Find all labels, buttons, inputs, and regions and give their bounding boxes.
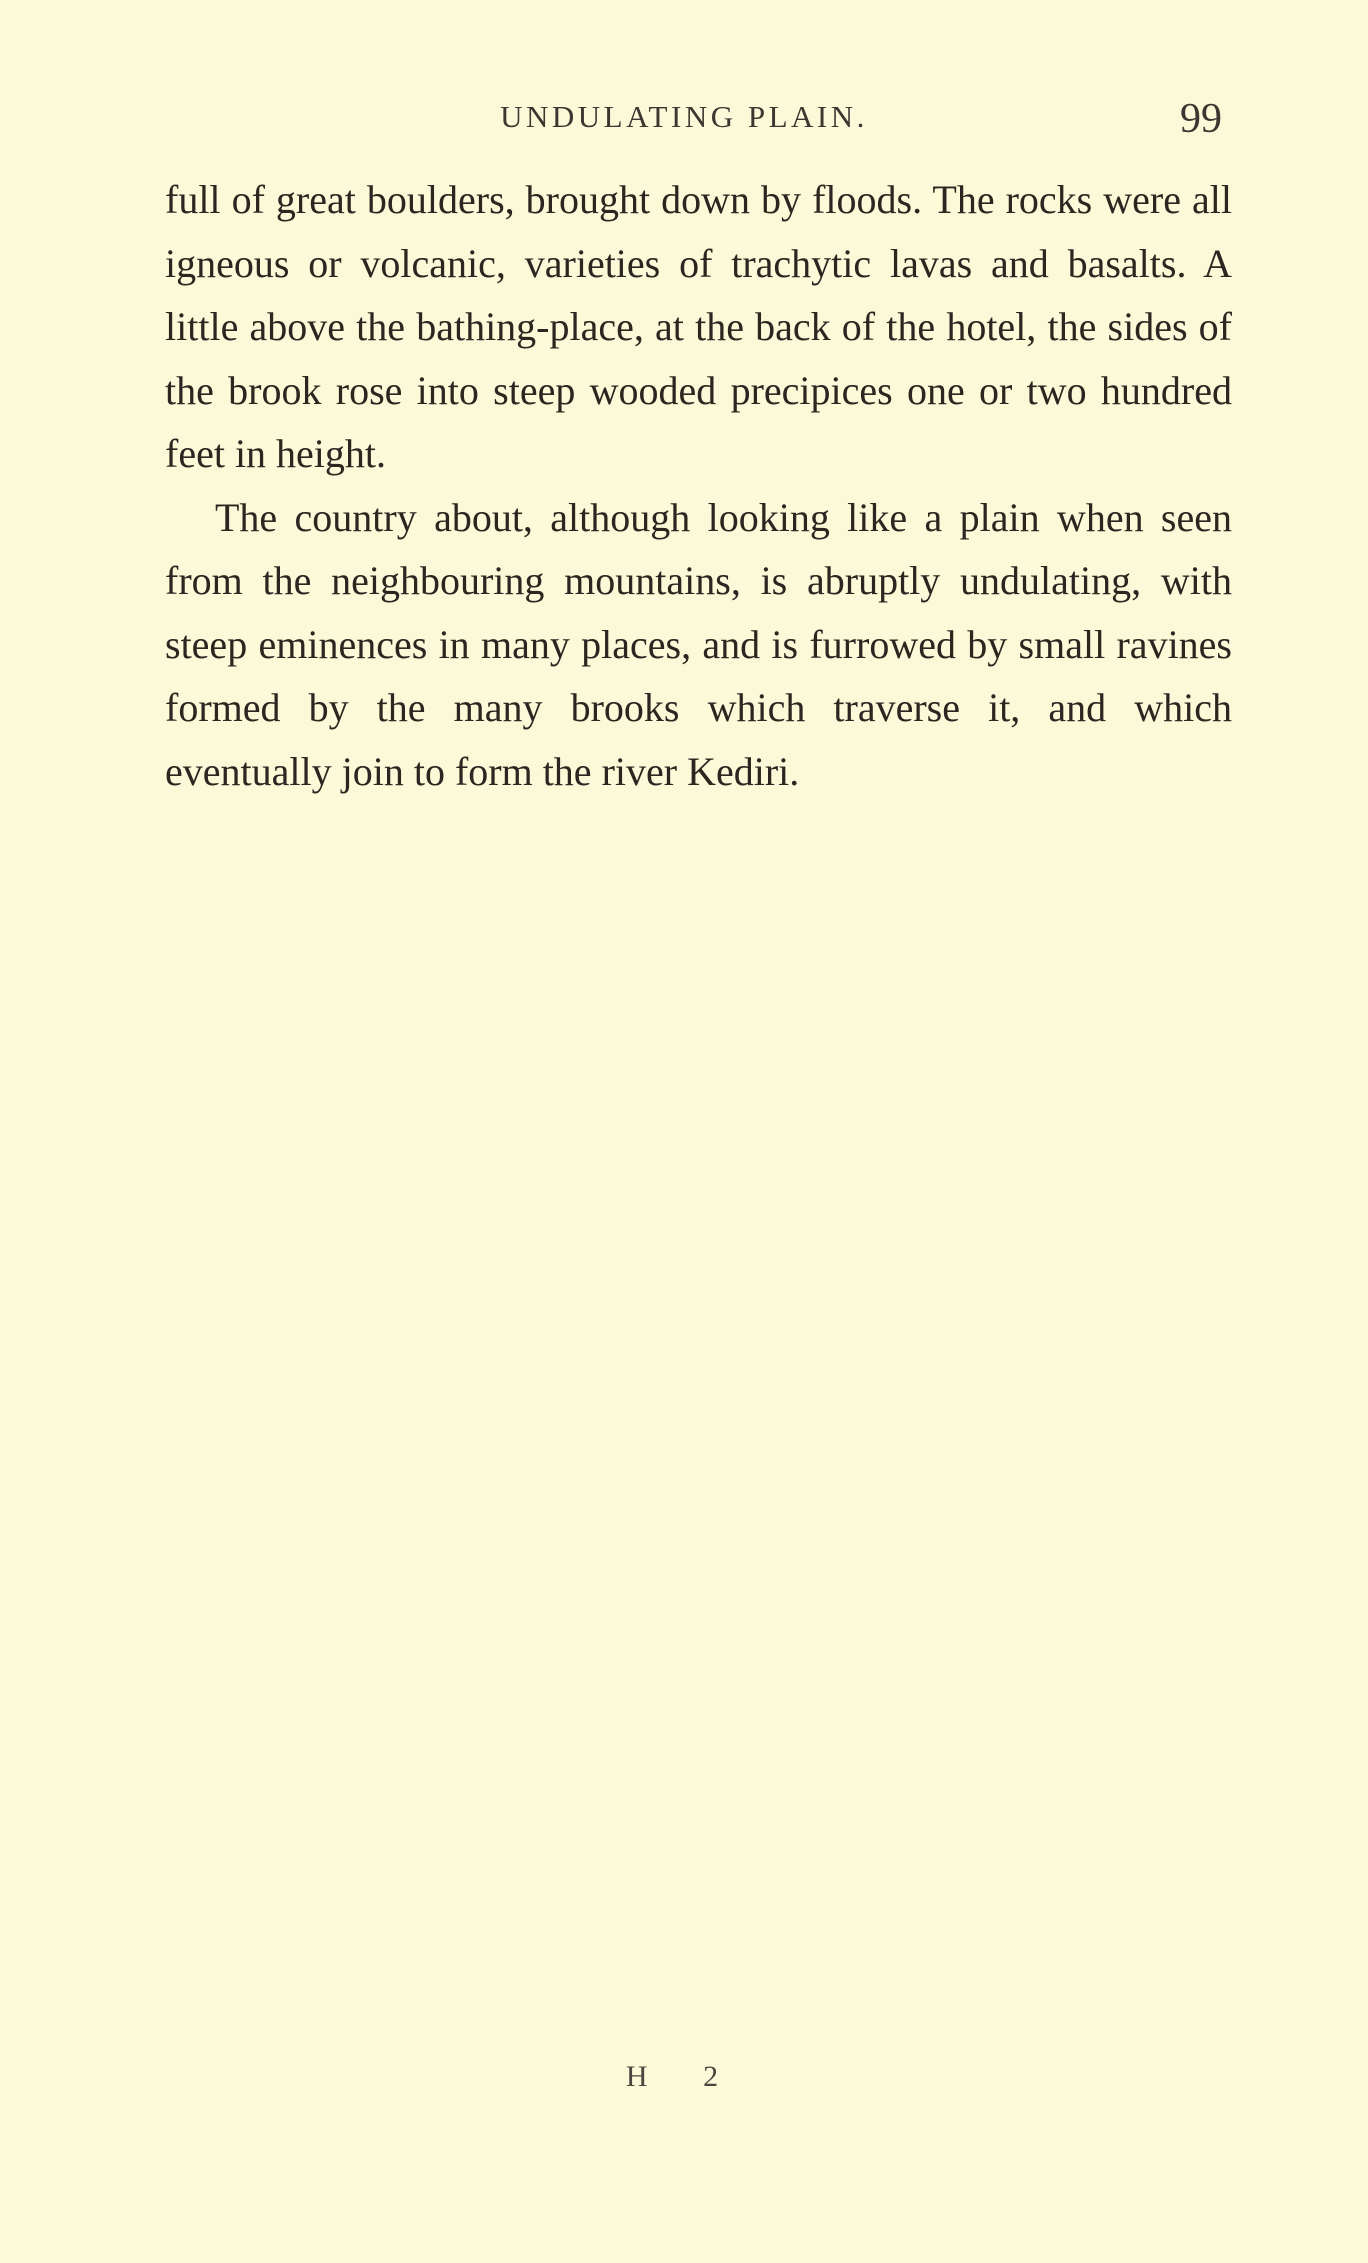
body-text	[165, 168, 1232, 803]
page-number: 99	[1180, 96, 1222, 142]
running-header	[0, 95, 1368, 155]
signature-mark: H 2	[625, 2060, 743, 2093]
paragraph: The country about, although looking like a plain when seen from the neighbouring mountains, is abruptly undulating, with steep eminences in many places, and is furrowed by small ravines formed by the many brooks which traverse it, and which eventually join to form the river Kediri.	[165, 494, 1232, 794]
paragraph-continued: full of great boulders, brought down by floods. The rocks were all igneous or volcanic, varieties of trachytic lavas and basalts. A little above the bathing-place, at the back of the hotel, the sides of the brook rose into steep wooded precipices one or two hundred feet in height.	[165, 177, 1232, 476]
running-title: UNDULATING PLAIN.	[500, 99, 868, 134]
